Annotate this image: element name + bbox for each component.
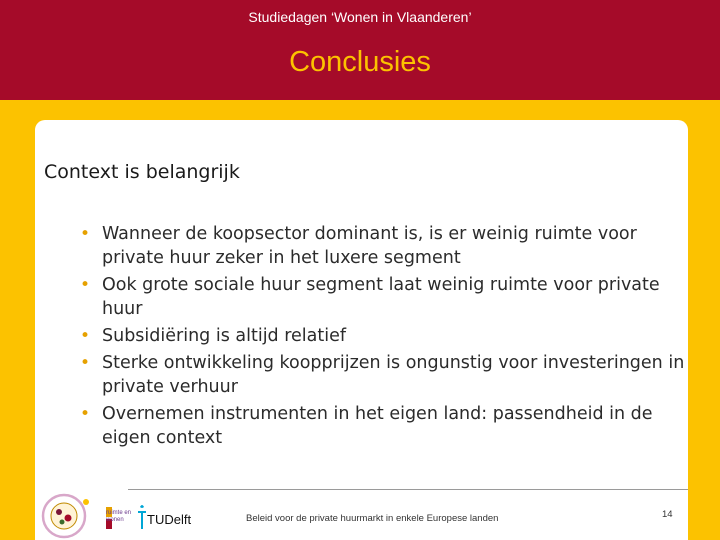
ruimte-en-wonen-logo [106, 510, 131, 524]
bullet-item [78, 402, 688, 450]
slide-title: Conclusies [289, 46, 431, 78]
bullet-dot-icon: • [80, 224, 91, 244]
bullet-item [78, 222, 688, 270]
bullet-dot-icon: • [80, 404, 91, 424]
bullet-text: Sterke ontwikkeling koopprijzen is ongunstig voor investeringen in private verhuur [102, 353, 685, 397]
bullet-item [78, 324, 688, 348]
event-title: Studiedagen ‘Wonen in Vlaanderen’ [248, 9, 472, 25]
bullet-text: Subsidiëring is altijd relatief [102, 326, 347, 346]
bullet-list [78, 222, 688, 453]
tudelft-logo: TUDelft [147, 512, 192, 527]
footer-divider [128, 489, 688, 490]
studiedagen-logo-icon [36, 490, 102, 540]
header-bar [0, 0, 720, 100]
bullet-text: Overnemen instrumenten in het eigen land: passendheid in de eigen context [102, 404, 653, 448]
bullet-dot-icon: • [80, 353, 91, 373]
bullet-dot-icon: • [80, 275, 91, 295]
logo-rw-line1: ruimte en [106, 510, 132, 516]
logo-rw-line2: wonen [106, 517, 124, 523]
bullet-item [78, 273, 688, 321]
page-number: 14 [662, 509, 673, 520]
bullet-text: Wanneer de koopsector dominant is, is er weinig ruimte voor private huur zeker in het luxere segment [102, 224, 637, 268]
bullet-text: Ook grote sociale huur segment laat weinig ruimte voor private huur [102, 275, 660, 319]
bullet-dot-icon: • [80, 326, 91, 346]
bullet-item [78, 351, 688, 399]
section-heading: Context is belangrijk [44, 161, 240, 183]
footer-caption: Beleid voor de private huurmarkt in enkele Europese landen [246, 513, 499, 524]
